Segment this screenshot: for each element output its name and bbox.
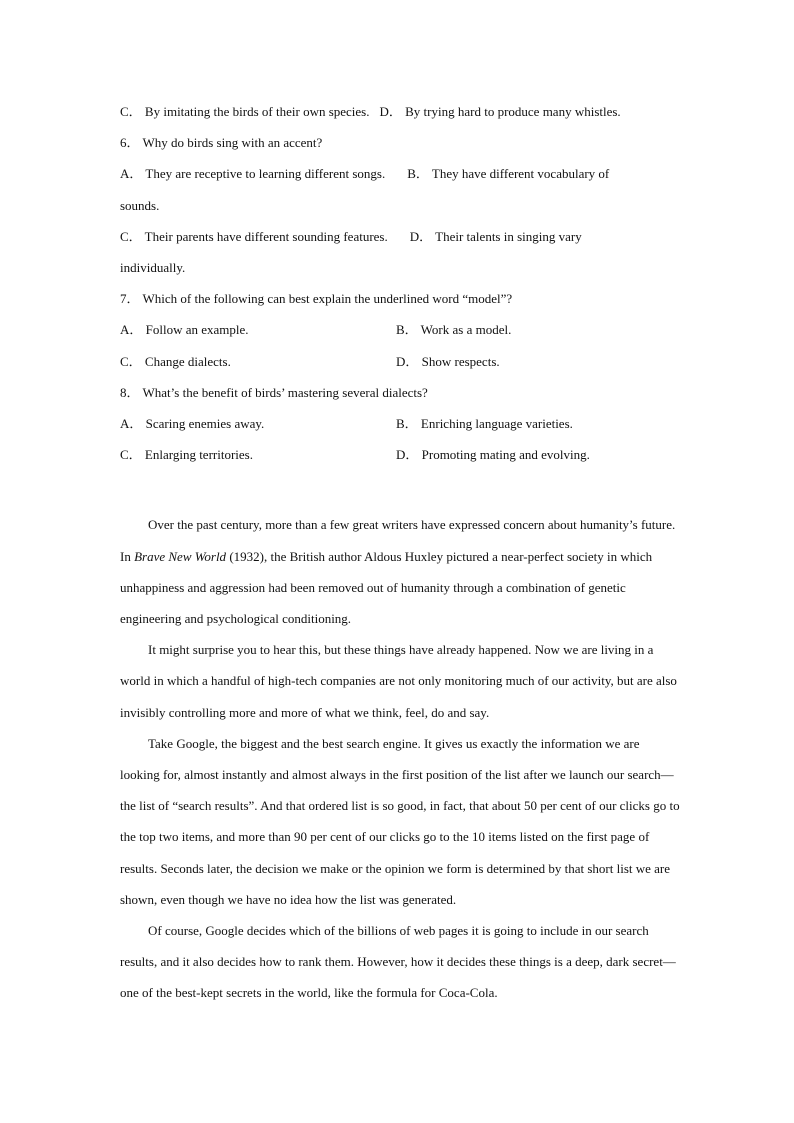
q5-options-cd: [120, 100, 680, 131]
passage-paragraph-4: Of course, Google decides which of the billions of web pages it is going to include in our search results, and it also decides how to rank them. However, how it decides these things is a deep, dark secret—one of the best-kept secrets in the world, like the formula for Coca-Cola.: [120, 923, 676, 1001]
section-spacer: [120, 474, 680, 505]
q5-option-c: C． By imitating the birds of their own species.: [120, 104, 370, 119]
q5-option-d: D． By trying hard to produce many whistles.: [379, 104, 621, 119]
q8-option-a: A． Scaring enemies away.: [120, 415, 265, 431]
q8-options-cd: [120, 443, 680, 474]
passage-paragraph-1: [120, 509, 680, 634]
book-title: Brave New World: [134, 548, 227, 564]
q7-options-ab: [120, 318, 680, 349]
q6-option-b: B． They have different vocabulary of: [407, 166, 610, 182]
q8-option-d: D． Promoting mating and evolving.: [396, 447, 590, 463]
q6-option-a: A． They are receptive to learning different songs.: [120, 166, 386, 182]
q7-option-b: B． Work as a model.: [396, 322, 512, 338]
q7-option-d: D． Show respects.: [396, 353, 500, 369]
q6-options-cd: [120, 225, 680, 256]
q8-stem: 8． What’s the benefit of birds’ mastering several dialects?: [120, 384, 428, 400]
q7-option-a: A． Follow an example.: [120, 322, 249, 338]
q6-stem: 6． Why do birds sing with an accent?: [120, 135, 323, 151]
q7-option-c: C． Change dialects.: [120, 353, 231, 369]
q8-options-ab: [120, 412, 680, 443]
exam-page: [120, 100, 680, 1009]
q6-option-c: C． Their parents have different sounding features.: [120, 228, 388, 244]
p1-text-before-title: Over the past century, more than a few great writers have expressed concern about humanity’s future. In: [120, 517, 676, 564]
q7-options-cd: [120, 350, 680, 381]
q6-option-d: D． Their talents in singing vary: [409, 228, 582, 244]
reading-passage: [120, 509, 680, 1008]
passage-paragraph-2: It might surprise you to hear this, but these things have already happened. Now we are living in a world in which a handful of high-tech companies are not only monitoring much of our activity, but are also invisibly controlling more and more of what we think, feel, do and say.: [120, 642, 677, 720]
q8-option-c: C． Enlarging territories.: [120, 447, 253, 463]
p1-text-after-title: (1932), the British author Aldous Huxley pictured a near-perfect society in which unhappiness and aggression had been removed out of humanity through a combination of genetic engineering and psychological conditioning.: [120, 548, 653, 627]
q8-option-b: B． Enriching language varieties.: [396, 415, 573, 431]
q6-option-d-continued: individually.: [120, 259, 186, 275]
q6-options-ab: [120, 162, 680, 193]
q6-option-b-continued: sounds.: [120, 197, 160, 213]
passage-paragraph-3: Take Google, the biggest and the best search engine. It gives us exactly the information we are looking for, almost instantly and almost always in the first position of the list after we launch our search—the list of “search results”. And that ordered list is so good, in fact, that about 50 per cent of our clicks go to the top two items, and more than 90 per cent of our clicks go to the 10 items listed on the first page of results. Seconds later, the decision we make or the opinion we form is determined by that short list we are shown, even though we have no idea how the list was generated.: [120, 735, 680, 907]
q7-stem: 7． Which of the following can best explain the underlined word “model”?: [120, 291, 513, 307]
